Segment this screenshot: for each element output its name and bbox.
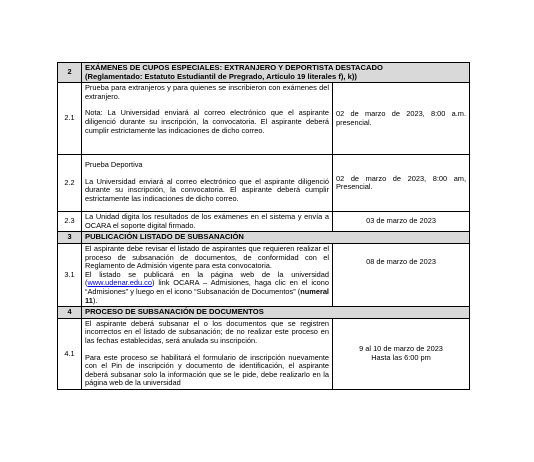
text-segment: ) link OCARA – Admisiones, haga clic en el icono “Admisiones” y luego en el icono “Subsanación de Documentos” ( <box>85 278 329 296</box>
row-description <box>82 318 333 389</box>
section-title <box>82 63 470 83</box>
description-paragraph: El aspirante debe revisar el listado de aspirantes que requieren realizar el proceso de subsanación de documentos, de conformidad con el Reglamento de Admisión vigente para esta convocatoria. <box>85 243 329 271</box>
description-paragraph: Prueba Deportiva <box>85 160 143 170</box>
description-paragraph: El aspirante deberá subsanar el o los documentos que se registren incorrectos en el listado de subsanación; de no realizar este proceso en las fechas establecidas, será anulada su inscripción. <box>85 318 329 345</box>
row-date: 02 de marzo de 2023, 8:00 a.m. presencial. <box>333 83 470 155</box>
section-title: PROCESO DE SUBSANACIÓN DE DOCUMENTOS <box>82 307 470 319</box>
row-description <box>82 83 333 155</box>
text-segment: El listado se publicará en la página web de la universidad ( <box>85 269 329 288</box>
table-row-2-3 <box>58 212 470 232</box>
udenar-website-link[interactable]: www.udenar.edu.co <box>87 278 152 288</box>
numeral-reference: numeral 11 <box>85 286 329 305</box>
description-note: La Universidad enviará al correo electrónico que el aspirante diligenció durante su inscripción, la convocatoria. El aspirante deberá cumplir estrictamente las indicaciones de dicho correo. <box>85 176 329 203</box>
row-number: 2.2 <box>58 155 82 212</box>
description-paragraph: Para este proceso se habilitará el formulario de inscripción nuevamente con el Pin de inscripción y documento de identificación, el aspirante deberá subsanar solo la información que se le pide, debe realizarlo en la página web de la universidad <box>85 352 329 388</box>
description-paragraph: Prueba para extranjeros y para quienes se inscribieron con exámenes del extranjero. <box>85 83 329 101</box>
row-number: 2.3 <box>58 212 82 232</box>
section-number: 4 <box>58 307 82 319</box>
date-deadline: Hasta las 6:00 pm <box>371 352 431 362</box>
row-number: 4.1 <box>58 318 82 389</box>
row-description <box>82 243 333 306</box>
table-row-2-1 <box>58 83 470 155</box>
row-description <box>82 155 333 212</box>
table-row-4-1 <box>58 318 470 389</box>
row-date <box>333 318 470 389</box>
date-range: 9 al 10 de marzo de 2023 <box>359 344 443 354</box>
section-row-3 <box>58 232 470 244</box>
description-paragraph: La Unidad digita los resultados de los exámenes en el sistema y envía a OCARA el soporte digital firmado. <box>85 212 329 230</box>
section-title-line1: EXÁMENES DE CUPOS ESPECIALES: EXTRANJERO Y DEPORTISTA DESTACADO <box>85 63 383 72</box>
row-number: 3.1 <box>58 243 82 306</box>
description-paragraph-publication <box>85 271 329 305</box>
row-number: 2.1 <box>58 83 82 155</box>
section-row-2 <box>58 63 470 83</box>
row-date: 03 de marzo de 2023 <box>333 212 470 232</box>
table-row-3-1 <box>58 243 470 306</box>
section-title: PUBLICACIÓN LISTADO DE SUBSANACIÓN <box>82 232 470 244</box>
text-segment: ). <box>92 295 98 305</box>
row-date: 08 de marzo de 2023 <box>333 243 470 306</box>
section-title-line2: (Reglamentado: Estatuto Estudiantil de Pregrado, Artículo 19 literales f), k)) <box>85 71 357 81</box>
table-row-2-2 <box>58 155 470 212</box>
row-date: 02 de marzo de 2023, 8:00 am, Presencial. <box>333 155 470 212</box>
section-row-4 <box>58 307 470 319</box>
section-number: 3 <box>58 232 82 244</box>
description-note: Nota: La Universidad enviará al correo electrónico que el aspirante diligenció durante su inscripción, la convocatoria. El aspirante deberá cumplir estrictamente las indicaciones de dicho correo. <box>85 108 329 135</box>
section-number: 2 <box>58 63 82 83</box>
schedule-table <box>57 62 470 390</box>
row-description <box>82 212 333 232</box>
